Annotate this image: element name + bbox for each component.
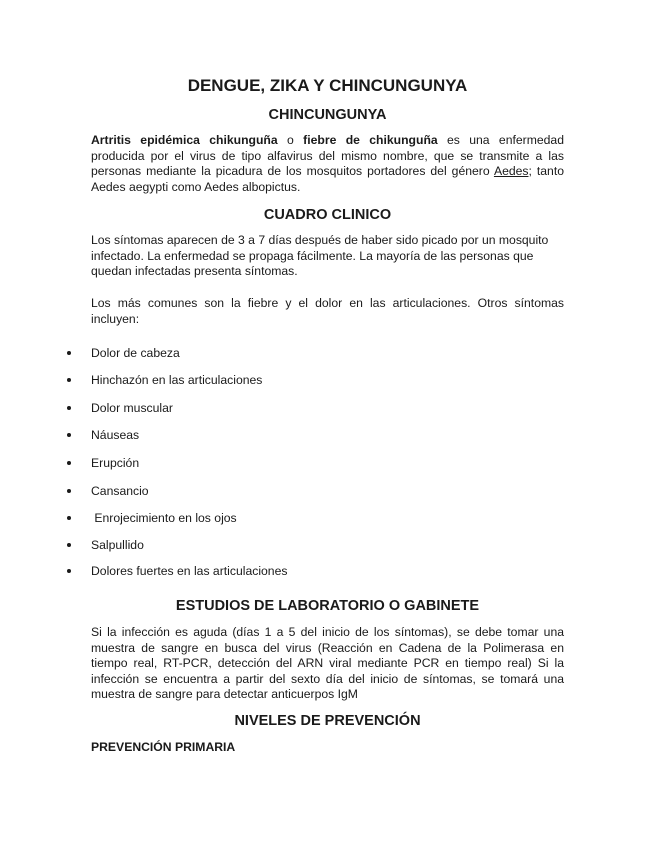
aedes-link[interactable]: Aedes	[493, 164, 529, 178]
lab-studies-paragraph: Si la infección es aguda (días 1 a 5 del inicio de los síntomas), se debe tomar una muestra de sangre en busca del virus (Reacción en Cadena de la Polimerasa en tiempo real, RT-PCR, detección del ARN viral mediante PCR en tiempo real) Si la infección se encuentra a partir del sexto día del inicio de síntomas, se tomará una muestra de sangre para detectar anticuerpos IgM	[91, 625, 564, 701]
bullet-icon	[67, 351, 71, 355]
bullet-icon	[67, 489, 71, 493]
bullet-icon	[67, 543, 71, 547]
intro-bold-term-1: Artritis epidémica chikunguña	[91, 133, 278, 147]
common-symptoms-paragraph: Los más comunes son la fiebre y el dolor en las articulaciones. Otros síntomas incluyen:	[91, 296, 564, 326]
bullet-icon	[67, 433, 71, 437]
section-heading-prevencion: NIVELES DE PREVENCIÓN	[234, 713, 421, 729]
symptoms-intro-paragraph: Los síntomas aparecen de 3 a 7 días después de haber sido picado por un mosquito infectado. La enfermedad se propaga fácilmente. La mayoría de las personas que quedan infectadas presenta síntomas.	[91, 233, 549, 278]
document-title: DENGUE, ZIKA Y CHINCUNGUNYA	[187, 76, 468, 95]
intro-connector: o	[277, 133, 304, 147]
bullet-icon	[67, 406, 71, 410]
subheading-prevencion-primaria: PREVENCIÓN PRIMARIA	[91, 740, 236, 754]
section-heading-cuadro-clinico: CUADRO CLINICO	[263, 207, 392, 223]
intro-bold-term-2: fiebre de chikunguña	[303, 133, 438, 147]
intro-text-end: ; tanto Aedes aegypti como Aedes albopictus.	[91, 164, 564, 194]
intro-text: es una enfermedad producida por el virus de tipo alfavirus del mismo nombre, que se transmite a las personas mediante la picadura de los mosquitos portadores del género	[91, 133, 564, 178]
section-heading-estudios: ESTUDIOS DE LABORATORIO O GABINETE	[175, 598, 480, 614]
document-page: DENGUE, ZIKA Y CHINCUNGUNYA CHINCUNGUNYA Artritis epidémica chikunguña o fiebre de chikunguña es una enfermedad producida por el virus de tipo alfavirus del mismo nombre, que se transmite a las personas mediante la picadura de los mosquitos portadores del género Aedes; tanto Aedes aegypti como Aedes albopictus. CUADRO CLINICO Los síntomas aparecen de 3 a 7 días después de haber sido picado por un mosquito infectado. La enfermedad se propaga fácilmente. La mayoría de las personas que quedan infectadas presenta síntomas. Los más comunes son la fiebre y el dolor en las articulaciones. Otros síntomas incluyen: Dolor de cabeza Hinchazón en las articulaciones Dolor muscular Náuseas Erupción Cansancio Enrojecimiento en los ojos Salpullido Dolores fuertes en las articulaciones ESTUDIOS DE LABORATORIO O GABINETE Si la infección es aguda (días 1 a 5 del inicio de los síntomas), se debe tomar una muestra de sangre en busca del virus (Reacción en Cadena de la Polimerasa en tiempo real, RT-PCR, detección del ARN viral mediante PCR en tiempo real) Si la infección se encuentra a partir del sexto día del inicio de síntomas, se tomará una muestra de sangre para detectar anticuerpos IgM NIVELES DE PREVENCIÓN PREVENCIÓN PRIMARIA	[0, 0, 655, 848]
section-heading-chincungunya: CHINCUNGUNYA	[268, 107, 387, 123]
intro-paragraph	[91, 133, 564, 195]
bullet-icon	[67, 378, 71, 382]
bullet-icon	[67, 461, 71, 465]
bullet-icon	[67, 516, 71, 520]
bullet-icon	[67, 569, 71, 573]
